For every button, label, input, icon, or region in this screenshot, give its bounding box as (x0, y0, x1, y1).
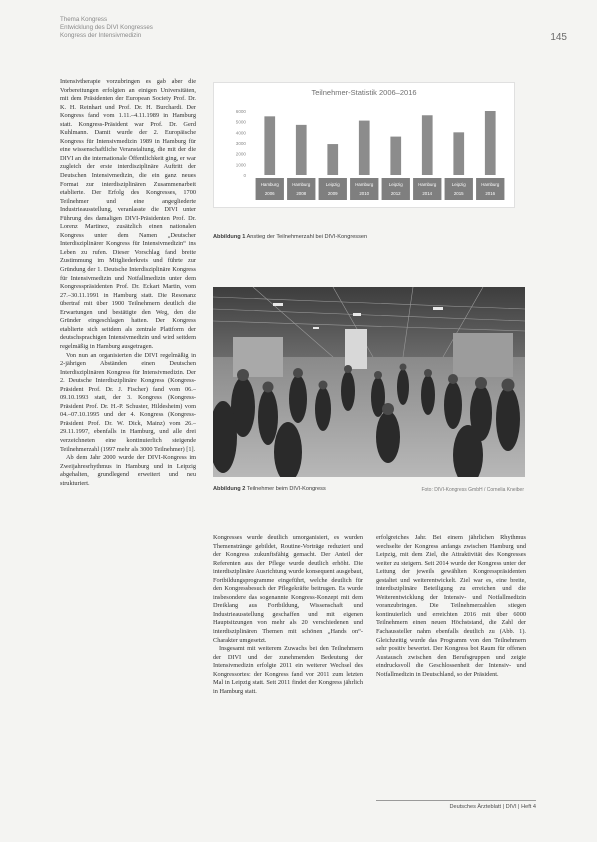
bar (390, 137, 401, 175)
y-tick-label: 6000 (235, 109, 246, 114)
bar (422, 115, 433, 175)
figure-2-text: Teilnehmer beim DIVI-Kongress (246, 486, 326, 492)
bar-chart (214, 83, 514, 207)
body-paragraph: erfolgreiches Jahr. Bei einem jährlichen Rhythmus wechselte der Kongress anfangs zwischen Hamburg und Leipzig, mit dem Ziel, die Attraktivität des Kongresses weiter zu steigern. Seit 2014 wurde der Kongress unter der Leitung der jeweils gewählten Kongresspräsidenten gestaltet und weiterentwickelt. Ziel war es, eine breite, interdisziplinäre Beteiligung zu erreichen und die Weiterentwicklung der Intensiv- und Notfallmedizin voranzubringen. Die Teilnehmerzahlen stiegen kontinuierlich und erreichten 2016 mit über 6000 Teilnehmern einen neuen Höchststand, die Zahl der Fachaussteller nahm ebenfalls deutlich zu (Abb. 1). Gleichzeitig wurde das Programm von den Teilnehmern sehr positiv bewertet. Der Kongress bot Raum für offenen Austausch zwischen den Berufsgruppen und zeigte eindrucksvoll die Geschlossenheit der Intensiv- und Notfallmedizin in Deutschland, so der Präsident. (376, 534, 526, 678)
figure-1-text: Anstieg der Teilnehmerzahl bei DIVI-Kongressen (246, 234, 368, 240)
category-city-label: Leipzig (325, 182, 340, 187)
category-year-label: 2014 (422, 191, 433, 196)
bar (453, 132, 464, 175)
category-year-label: 2006 (264, 191, 275, 196)
figure-2-caption (213, 486, 413, 493)
category-city-label: Leipzig (388, 182, 403, 187)
photo-credit: Foto: DIVI-Kongress GmbH / Cornelia Kneiber (421, 487, 524, 493)
body-paragraph: Kongresses wurde deutlich umorganisiert, es wurden Themenstränge gebildet, Routine-Vorträge reduziert und der Kongress zukunftsfähig gemacht. Der Anteil der Referenten aus der Pflege wurde deutlich erhöht. Die interdisziplinäre Ausrichtung wurde konsequent ausgebaut, Fortbildungsprogramme eingeführt, welche deutlich für den Kongressbesuch der Pflegekräfte beitrugen. Es wurde insbesondere das sogenannte Kongress-Konzept mit dem Dreiklang aus Fortbildung, Wissenschaft und Industrieausstellung geschaffen und mit eigenen Hauptsitzungen von mehr als 20 verschiedenen und interdisziplinären Themen mit schönen „Hands on“-Charakter umgesetzt. (213, 534, 363, 644)
category-year-label: 2008 (296, 191, 307, 196)
category-year-label: 2015 (453, 191, 464, 196)
chart-title: Teilnehmer-Statistik 2006–2016 (311, 88, 417, 97)
running-header (60, 16, 153, 40)
x-axis-labels (256, 178, 505, 200)
bar (327, 144, 338, 175)
y-tick-label: 0 (243, 173, 246, 178)
figure-1-label: Abbildung 1 (213, 234, 246, 240)
bar (359, 121, 370, 175)
figure-1-chart (213, 82, 515, 208)
body-paragraph: Ab dem Jahr 2000 wurde der DIVI-Kongress im Zweijahresrhythmus in Hamburg und in Leipzig abgehalten, grundlegend erweitert und neu strukturiert. (60, 454, 196, 487)
category-year-label: 2009 (327, 191, 338, 196)
category-year-label: 2010 (359, 191, 370, 196)
bar-group (264, 111, 495, 175)
y-tick-label: 5000 (235, 119, 246, 125)
y-tick-label: 3000 (235, 141, 246, 146)
page-footer: Deutsches Ärzteblatt | DIVI | Heft 4 (376, 800, 536, 810)
category-city-label: Hamburg (418, 182, 437, 187)
category-year-label: 2012 (390, 191, 401, 196)
body-paragraph: Insgesamt mit weiterem Zuwachs bei den Teilnehmern der DIVI und der zunehmenden Bedeutung der Intensivmedizin erfolgte 2011 ein weiterer Wechsel des Kongressortes: der Kongress fand vor 2011 zum letzten Mal in Leipzig statt. Seit 2011 findet der Kongress jährlich in Hamburg statt. (213, 645, 363, 695)
y-axis-ticks (236, 109, 247, 178)
bar (296, 125, 307, 175)
right-column (376, 534, 526, 792)
category-city-label: Hamburg (481, 182, 500, 187)
header-line: Kongress der Intensivmedizin (60, 32, 142, 39)
body-paragraph: Intensivtherapie vorzubringen es gab aber die Vorbereitungen erfolgten an einigen Universitäten, mit dem Präsidenten der European Society Prof. Dr. K. H. Reinhart und Prof. Dr. H. Burchardi. Der Kongress fand vom 1.11.–4.11.1989 in Hamburg statt. Kongress-Präsident war Prof. Dr. Gerd Kuhlmann. Damit wurde der 2. Europäische Kongress für Intensivmedizin 1989 in Hamburg für eine wissenschaftliche Veranstaltung, die mit der die DIVI an die internationale Öffentlichkeit ging, er war zugleich der erste interdisziplinäre Auftritt der Deutschen Intensivmedizin, die ein ganz neues Format zur interdisziplinären Zusammenarbeit etablierte. Der Erfolg des Kongresses, 1700 Teilnehmer und eine angegliederte Industrieausstellung, veranlasste die DIVI unter Führung des damaligen DIVI-Präsidenten Prof. Dr. Lorenz Martinez, zusätzlich einen nationalen Kongress unter dem Namen „Deutscher Interdisziplinärer Kongress für Intensivmedizin“ ins Leben zu rufen. Dieser Vorschlag fand breite Zustimmung im Mitgliederkreis und führte zur Gründung der 1. Deutsche Interdisziplinäre Kongress für Intensivmedizin und Notfallmedizin unter dem Kongresspräsidenten Prof. Dr. Eckart Martin, vom 27.–30.11.1991 in Hamburg statt. Die Resonanz übertraf mit über 1900 Teilnehmern deutlich die Erwartungen und bestätigte den Weg, den die Gründer eingeschlagen hatten. Der Kongress etablierte sich seitdem als zentrale Plattform der deutschsprachigen Intensivmedizin und wird seitdem regelmäßig in Hamburg ausgetragen. (60, 78, 196, 350)
category-city-label: Hamburg (355, 182, 374, 187)
y-tick-label: 1000 (235, 162, 246, 168)
congress-photo (213, 287, 525, 477)
header-line: Entwicklung des DIVI Kongresses (60, 24, 153, 31)
category-year-label: 2016 (485, 191, 496, 196)
category-city-label: Leipzig (451, 182, 466, 187)
congress-crowd-image (213, 287, 525, 477)
header-line: Thema Kongress (60, 16, 108, 23)
y-tick-label: 4000 (235, 130, 246, 136)
category-city-label: Hamburg (260, 182, 279, 187)
left-column (60, 78, 196, 790)
bar (485, 111, 496, 175)
body-paragraph: Von nun an organisierten die DIVI regelmäßig in 2-jährigen Abständen einen Deutschen Interdisziplinären Kongress für Intensivmedizin. Der 2. Deutsche Interdisziplinäre Kongress (Kongress-Präsident Prof. Dr. J. Fischer) fand vom 06.–09.10.1993 statt, der 3. Kongress (Kongress-Präsident Prof. Dr. H.-P. Schuster, Hildesheim) vom 04.–07.10.1995 und der 4. Kongress (Kongress-Präsident Prof. Dr. W. Dick, Mainz) vom 26.–29.11.1997, ebenfalls in Hamburg, und alle drei verzeichneten eine kontinuierlich steigende Teilnehmerzahl (1997 mehr als 3000 Teilnehmer) [1]. (60, 351, 196, 453)
figure-1-caption (213, 234, 513, 241)
page-number: 145 (550, 32, 567, 43)
figure-2-label: Abbildung 2 (213, 486, 246, 492)
bar (264, 116, 275, 175)
y-tick-label: 2000 (235, 151, 246, 157)
middle-column (213, 534, 363, 792)
category-city-label: Hamburg (292, 182, 311, 187)
